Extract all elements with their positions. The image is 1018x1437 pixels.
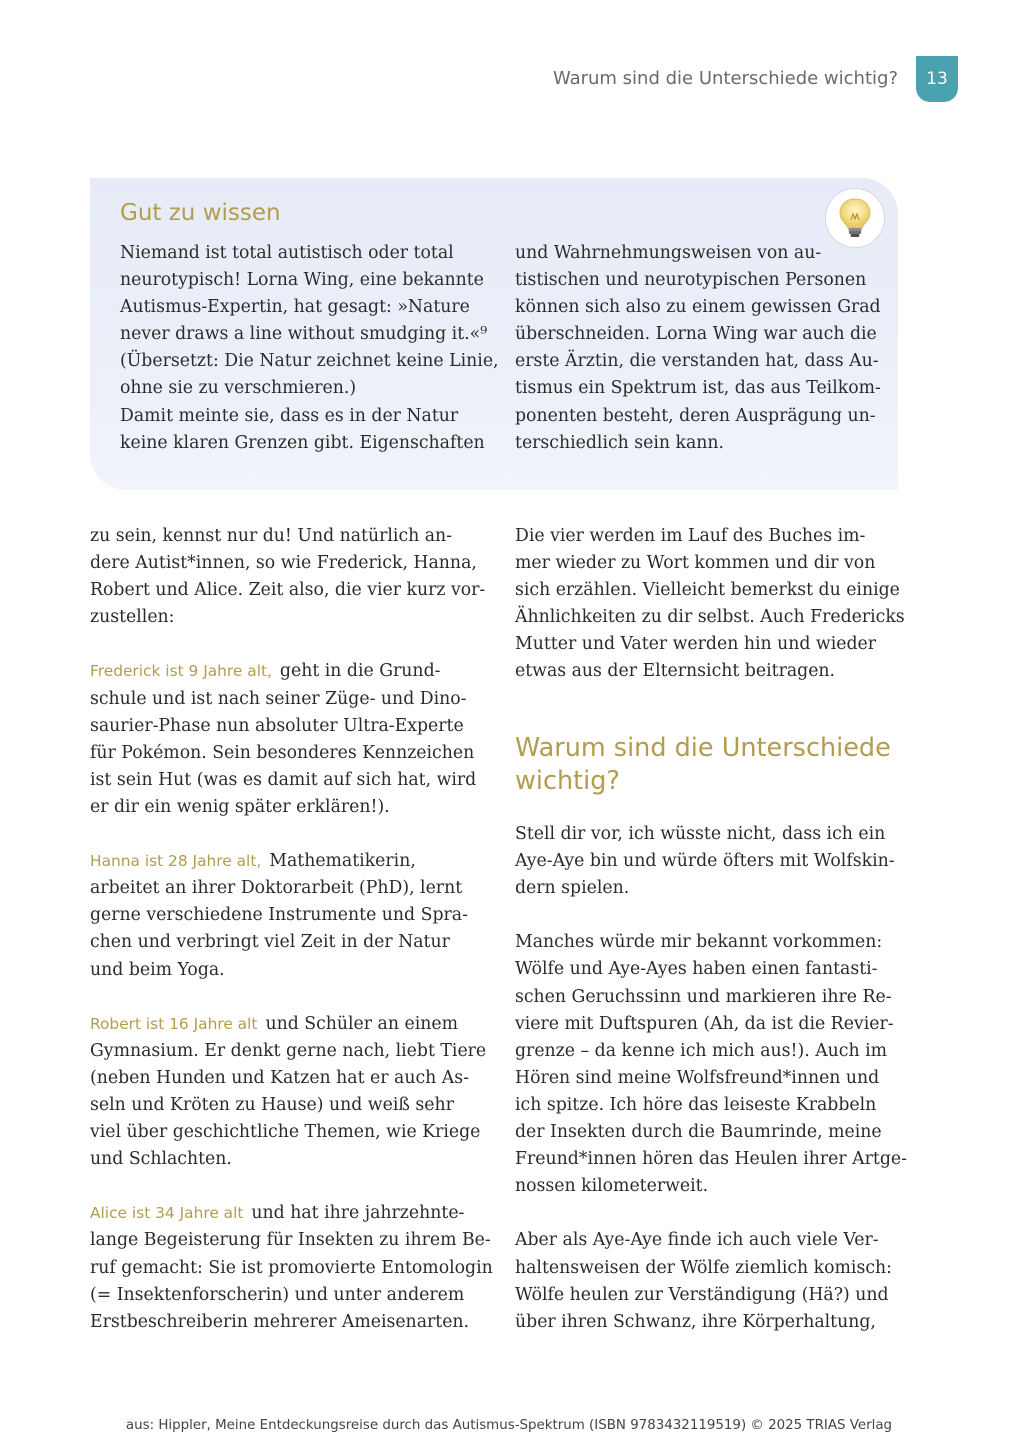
paragraph-gap	[90, 821, 480, 848]
text-line: Autismus-Expertin, hat gesagt: »Nature	[120, 297, 470, 318]
paragraph-gap	[515, 1200, 905, 1227]
paragraph-gap	[90, 984, 480, 1011]
text-line: Ähnlichkeiten zu dir selbst. Auch Fredericks	[515, 607, 905, 628]
text-line: der Insekten durch die Baumrinde, meine	[515, 1122, 882, 1143]
text-line: tismus ein Spektrum ist, das aus Teilkom-	[515, 378, 881, 399]
info-box-right-text	[515, 240, 905, 457]
text-line: grenze – da kenne ich mich aus!). Auch im	[515, 1040, 888, 1061]
profile-lead: Alice ist 34 Jahre alt	[90, 1204, 244, 1223]
text-line: er dir ein wenig später erklären!).	[90, 796, 390, 817]
footer-citation: aus: Hippler, Meine Entdeckungsreise durch das Autismus-Spektrum (ISBN 9783432119519) © 2025 TRIAS Verlag	[125, 1418, 893, 1433]
info-box-left-text	[120, 240, 510, 457]
text-line: Wölfe und Aye-Ayes haben einen fantasti-	[515, 959, 878, 980]
profile-lead: Frederick ist 9 Jahre alt,	[90, 662, 272, 681]
text-line: ruf gemacht: Sie ist promovierte Entomologin	[90, 1257, 493, 1278]
text-line: (Übersetzt: Die Natur zeichnet keine Linie,	[120, 351, 499, 372]
text-line: und Schlachten.	[90, 1149, 232, 1170]
text-line: mer wieder zu Wort kommen und dir von	[515, 553, 876, 574]
paragraph-gap	[90, 631, 480, 658]
text-line: Aber als Aye-Aye finde ich auch viele Ver-	[515, 1230, 879, 1251]
right-column-intro	[515, 523, 905, 686]
text-line: Stell dir vor, ich wüsste nicht, dass ich ein	[515, 824, 886, 844]
text-line: Erstbeschreiberin mehrerer Ameisenarten.	[90, 1311, 470, 1332]
text-line: zustellen:	[90, 607, 175, 628]
text-line: viel über geschichtliche Themen, wie Kriege	[90, 1122, 481, 1143]
text-line: schule und ist nach seiner Züge- und Dino-	[90, 688, 467, 709]
text-line: (neben Hunden und Katzen hat er auch As-	[90, 1067, 469, 1088]
text-line: dern spielen.	[515, 878, 630, 899]
text-line: seln und Kröten zu Hause) und weiß sehr	[90, 1094, 454, 1115]
paragraph-gap	[515, 902, 905, 929]
text-line: terschiedlich sein kann.	[515, 432, 725, 453]
text-line: ich spitze. Ich höre das leiseste Krabbeln	[515, 1094, 877, 1115]
text-line: Damit meinte sie, dass es in der Natur	[120, 405, 459, 426]
text-line: sich erzählen. Vielleicht bemerkst du einige	[515, 580, 900, 601]
text-line: Wölfe heulen zur Verständigung (Hä?) und	[515, 1284, 889, 1305]
profile-lead: Robert ist 16 Jahre alt	[90, 1014, 258, 1033]
text-line: ist sein Hut (was es damit auf sich hat, wird	[90, 769, 477, 790]
profile-first-line	[90, 1011, 480, 1038]
info-box-title: Gut zu wissen	[120, 200, 281, 226]
text-line: nossen kilometerweit.	[515, 1176, 709, 1197]
text-line: erste Ärztin, die verstanden hat, dass Au-	[515, 351, 879, 372]
section-heading-line: wichtig?	[515, 766, 620, 796]
text-line: Gymnasium. Er denkt gerne nach, liebt Tiere	[90, 1040, 487, 1061]
text-line: zu sein, kennst nur du! Und natürlich an-	[90, 526, 453, 546]
text-line: Mutter und Vater werden hin und wieder	[515, 634, 877, 655]
profile-first-line	[90, 848, 480, 875]
text-line: saurier-Phase nun absoluter Ultra-Experte	[90, 715, 464, 736]
lightbulb-icon	[825, 188, 885, 248]
profile-first-line-text: Mathematikerin,	[269, 851, 416, 872]
text-line: haltensweisen der Wölfe ziemlich komisch:	[515, 1257, 892, 1278]
text-line: viere mit Duftspuren (Ah, da ist die Revier-	[515, 1013, 894, 1034]
text-line: never draws a line without smudging it.«⁹	[120, 324, 488, 345]
profile-first-line	[90, 1200, 480, 1227]
profile-first-line-text: und hat ihre jahrzehnte-	[251, 1203, 465, 1224]
paragraph-gap	[90, 1173, 480, 1200]
text-line: chen und verbringt viel Zeit in der Natur	[90, 932, 450, 953]
text-line: ohne sie zu verschmieren.)	[120, 378, 357, 399]
text-line: gerne verschiedene Instrumente und Spra-	[90, 905, 468, 926]
section-heading-line: Warum sind die Unterschiede	[515, 733, 891, 763]
text-line: Robert und Alice. Zeit also, die vier kurz vor-	[90, 580, 486, 601]
left-column	[90, 523, 493, 1336]
text-line: und beim Yoga.	[90, 959, 225, 980]
text-line: ponenten besteht, deren Ausprägung un-	[515, 405, 876, 426]
profile-first-line-text: geht in die Grund-	[279, 661, 441, 682]
text-line: tistischen und neurotypischen Personen	[515, 270, 867, 291]
page-number-tab: 13	[916, 56, 958, 102]
section-heading	[515, 732, 915, 798]
lightbulb-icon-graphic	[835, 196, 875, 240]
text-line: Manches würde mir bekannt vorkommen:	[515, 932, 883, 953]
text-line: Hören sind meine Wolfsfreund*innen und	[515, 1067, 880, 1088]
text-line: für Pokémon. Sein besonderes Kennzeichen	[90, 742, 475, 763]
text-line: (= Insektenforscherin) und unter anderem	[90, 1284, 465, 1305]
text-line: keine klaren Grenzen gibt. Eigenschaften	[120, 432, 485, 453]
profile-first-line	[90, 658, 480, 685]
profile-first-line-text: und Schüler an einem	[265, 1013, 458, 1034]
text-line: Freund*innen hören das Heulen ihrer Artge-	[515, 1149, 907, 1170]
text-line: schen Geruchssinn und markieren ihre Re-	[515, 986, 892, 1007]
running-head: Warum sind die Unterschiede wichtig?	[552, 68, 898, 89]
text-line: können sich also zu einem gewissen Grad	[515, 297, 881, 318]
profile-lead: Hanna ist 28 Jahre alt,	[90, 852, 262, 871]
text-line: Die vier werden im Lauf des Buches im-	[515, 526, 866, 546]
text-line: über ihren Schwanz, ihre Körperhaltung,	[515, 1311, 876, 1332]
text-line: neurotypisch! Lorna Wing, eine bekannte	[120, 270, 484, 291]
text-line: Aye-Aye bin und würde öfters mit Wolfskin-	[515, 851, 895, 872]
text-line: arbeitet an ihrer Doktorarbeit (PhD), lernt	[90, 878, 463, 899]
text-line: überschneiden. Lorna Wing war auch die	[515, 324, 877, 345]
text-line: etwas aus der Elternsicht beitragen.	[515, 661, 836, 682]
text-line: dere Autist*innen, so wie Frederick, Hanna,	[90, 553, 477, 574]
text-line: und Wahrnehmungsweisen von au-	[515, 243, 822, 263]
text-line: lange Begeisterung für Insekten zu ihrem Be-	[90, 1230, 491, 1251]
text-line: Niemand ist total autistisch oder total	[120, 243, 454, 263]
right-column-body	[515, 821, 905, 1336]
